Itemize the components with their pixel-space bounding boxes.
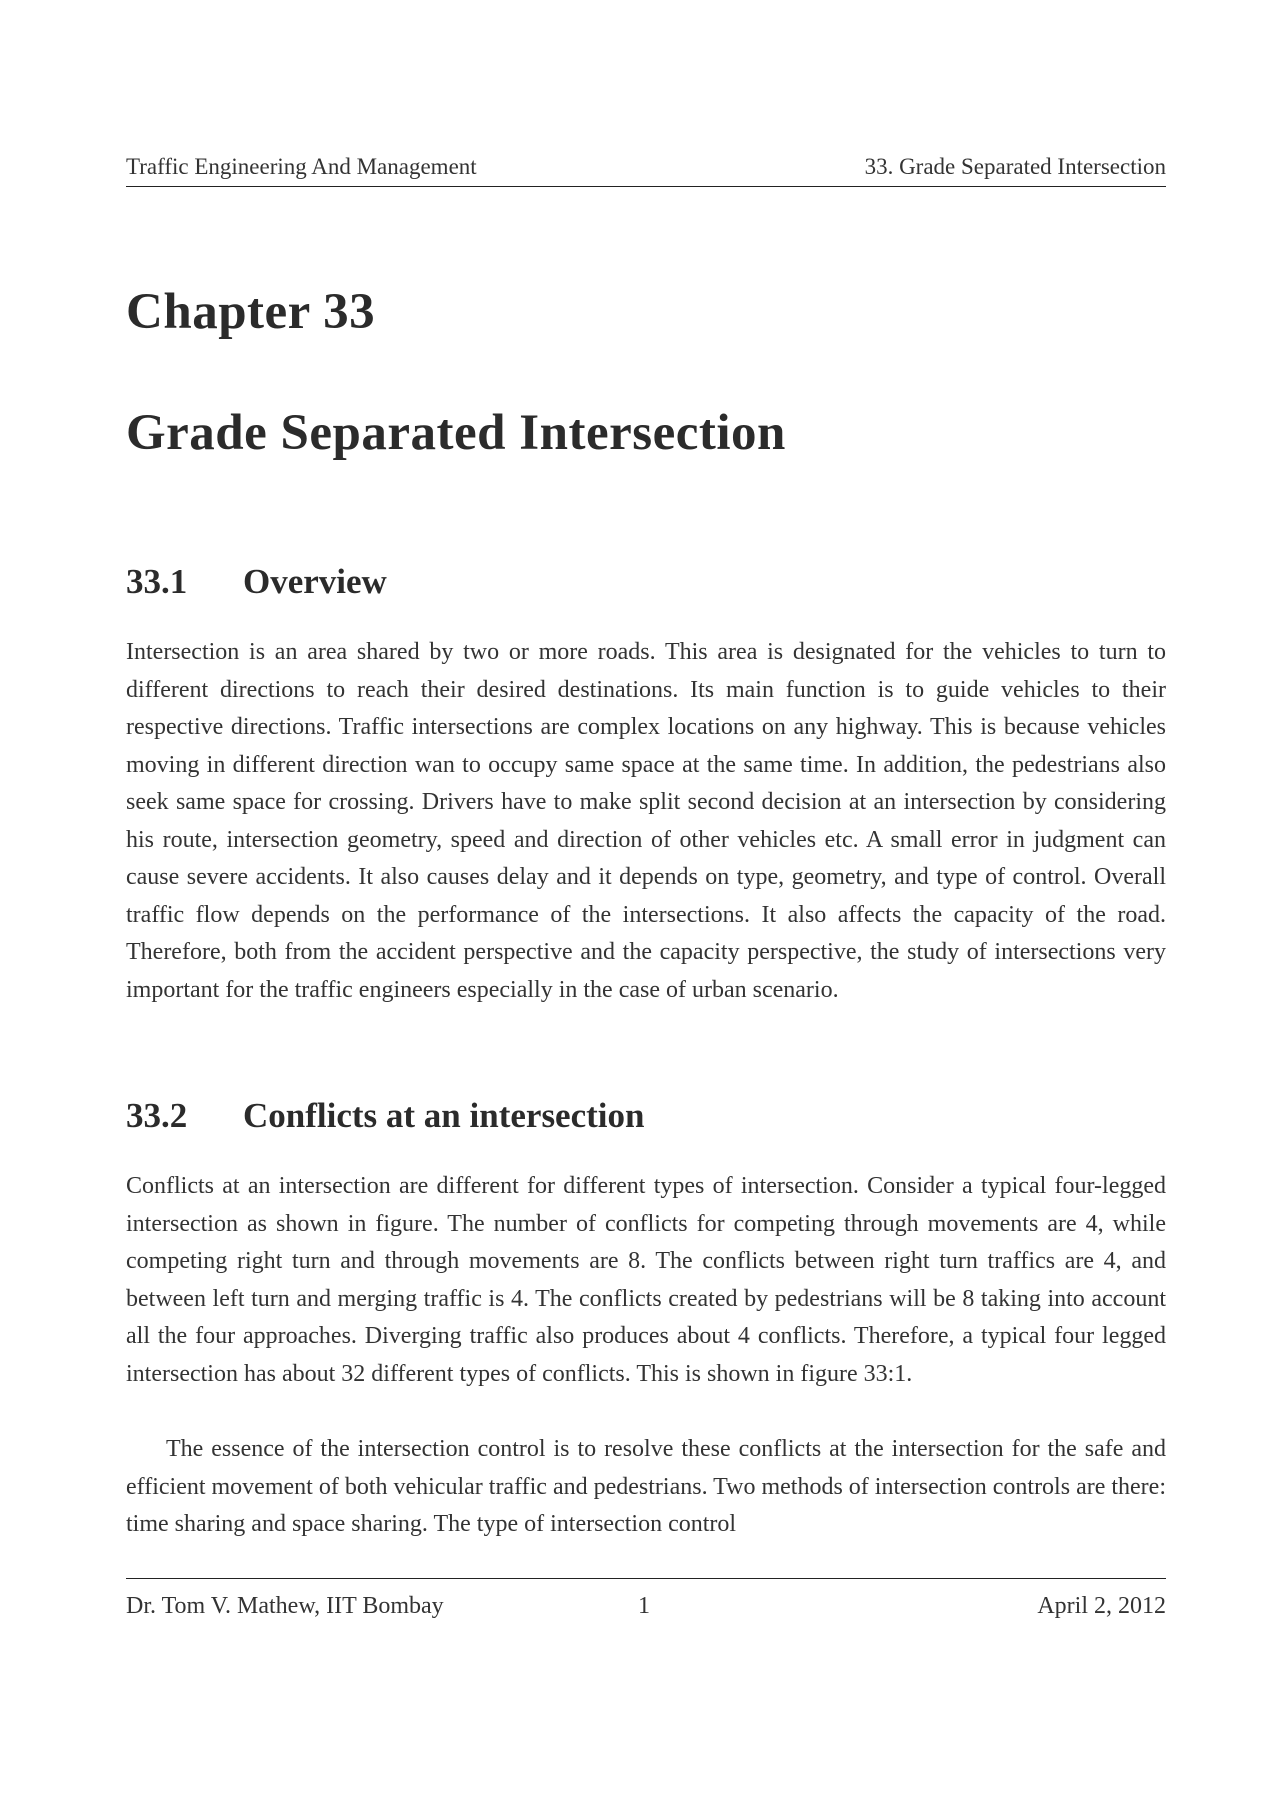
section-heading-conflicts — [126, 1096, 644, 1136]
section-number: 33.1 — [126, 562, 188, 601]
section-number: 33.2 — [126, 1096, 188, 1135]
section-title: Overview — [243, 562, 387, 601]
paragraph-conflicts-1: Conflicts at an intersection are different for different types of intersection. Consider a typical four-legged intersection as shown in figure. The number of conflicts for competing through movements are 4, while competing right turn and through movements are 8. The conflicts between right turn traffics are 4, and between left turn and merging traffic is 4. The conflicts created by pedestrians will be 8 taking into account all the four approaches. Diverging traffic also produces about 4 conflicts. Therefore, a typical four legged intersection has about 32 different types of conflicts. This is shown in figure 33:1. — [126, 1173, 1166, 1387]
section-heading-overview — [126, 562, 387, 602]
header-book-title: Traffic Engineering And Management — [126, 154, 477, 179]
document-page — [126, 0, 1166, 1811]
chapter-title: Grade Separated Intersection — [126, 405, 786, 461]
chapter-label: Chapter 33 — [126, 284, 376, 340]
section-title: Conflicts at an intersection — [243, 1096, 645, 1135]
paragraph-overview: Intersection is an area shared by two or more roads. This area is designated for the vehicles to turn to different directions to reach their desired destinations. Its main function is to guide vehicles to their respective directions. Traffic intersections are complex locations on any highway. This is because vehicles moving in different direction wan to occupy same space at the same time. In addition, the pedestrians also seek same space for crossing. Drivers have to make split second decision at an intersection by considering his route, intersection geometry, speed and direction of other vehicles etc. A small error in judgment can cause severe accidents. It also causes delay and it depends on type, geometry, and type of control. Overall traffic flow depends on the performance of the intersections. It also affects the capacity of the road. Therefore, both from the accident perspective and the capacity perspective, the study of intersections very important for the traffic engineers especially in the case of urban scenario. — [126, 639, 1166, 1003]
footer-page-number: 1 — [638, 1593, 650, 1619]
page-footer — [126, 1578, 1166, 1619]
footer-author: Dr. Tom V. Mathew, IIT Bombay — [126, 1593, 444, 1619]
footer-date: April 2, 2012 — [1037, 1593, 1166, 1619]
running-header — [126, 152, 1166, 187]
paragraph-conflicts-2: The essence of the intersection control is to resolve these conflicts at the intersection for the safe and efficient movement of both vehicular traffic and pedestrians. Two methods of intersection controls are there: time sharing and space sharing. The type of intersection control — [126, 1436, 1166, 1537]
header-chapter-title: 33. Grade Separated Intersection — [864, 154, 1166, 179]
